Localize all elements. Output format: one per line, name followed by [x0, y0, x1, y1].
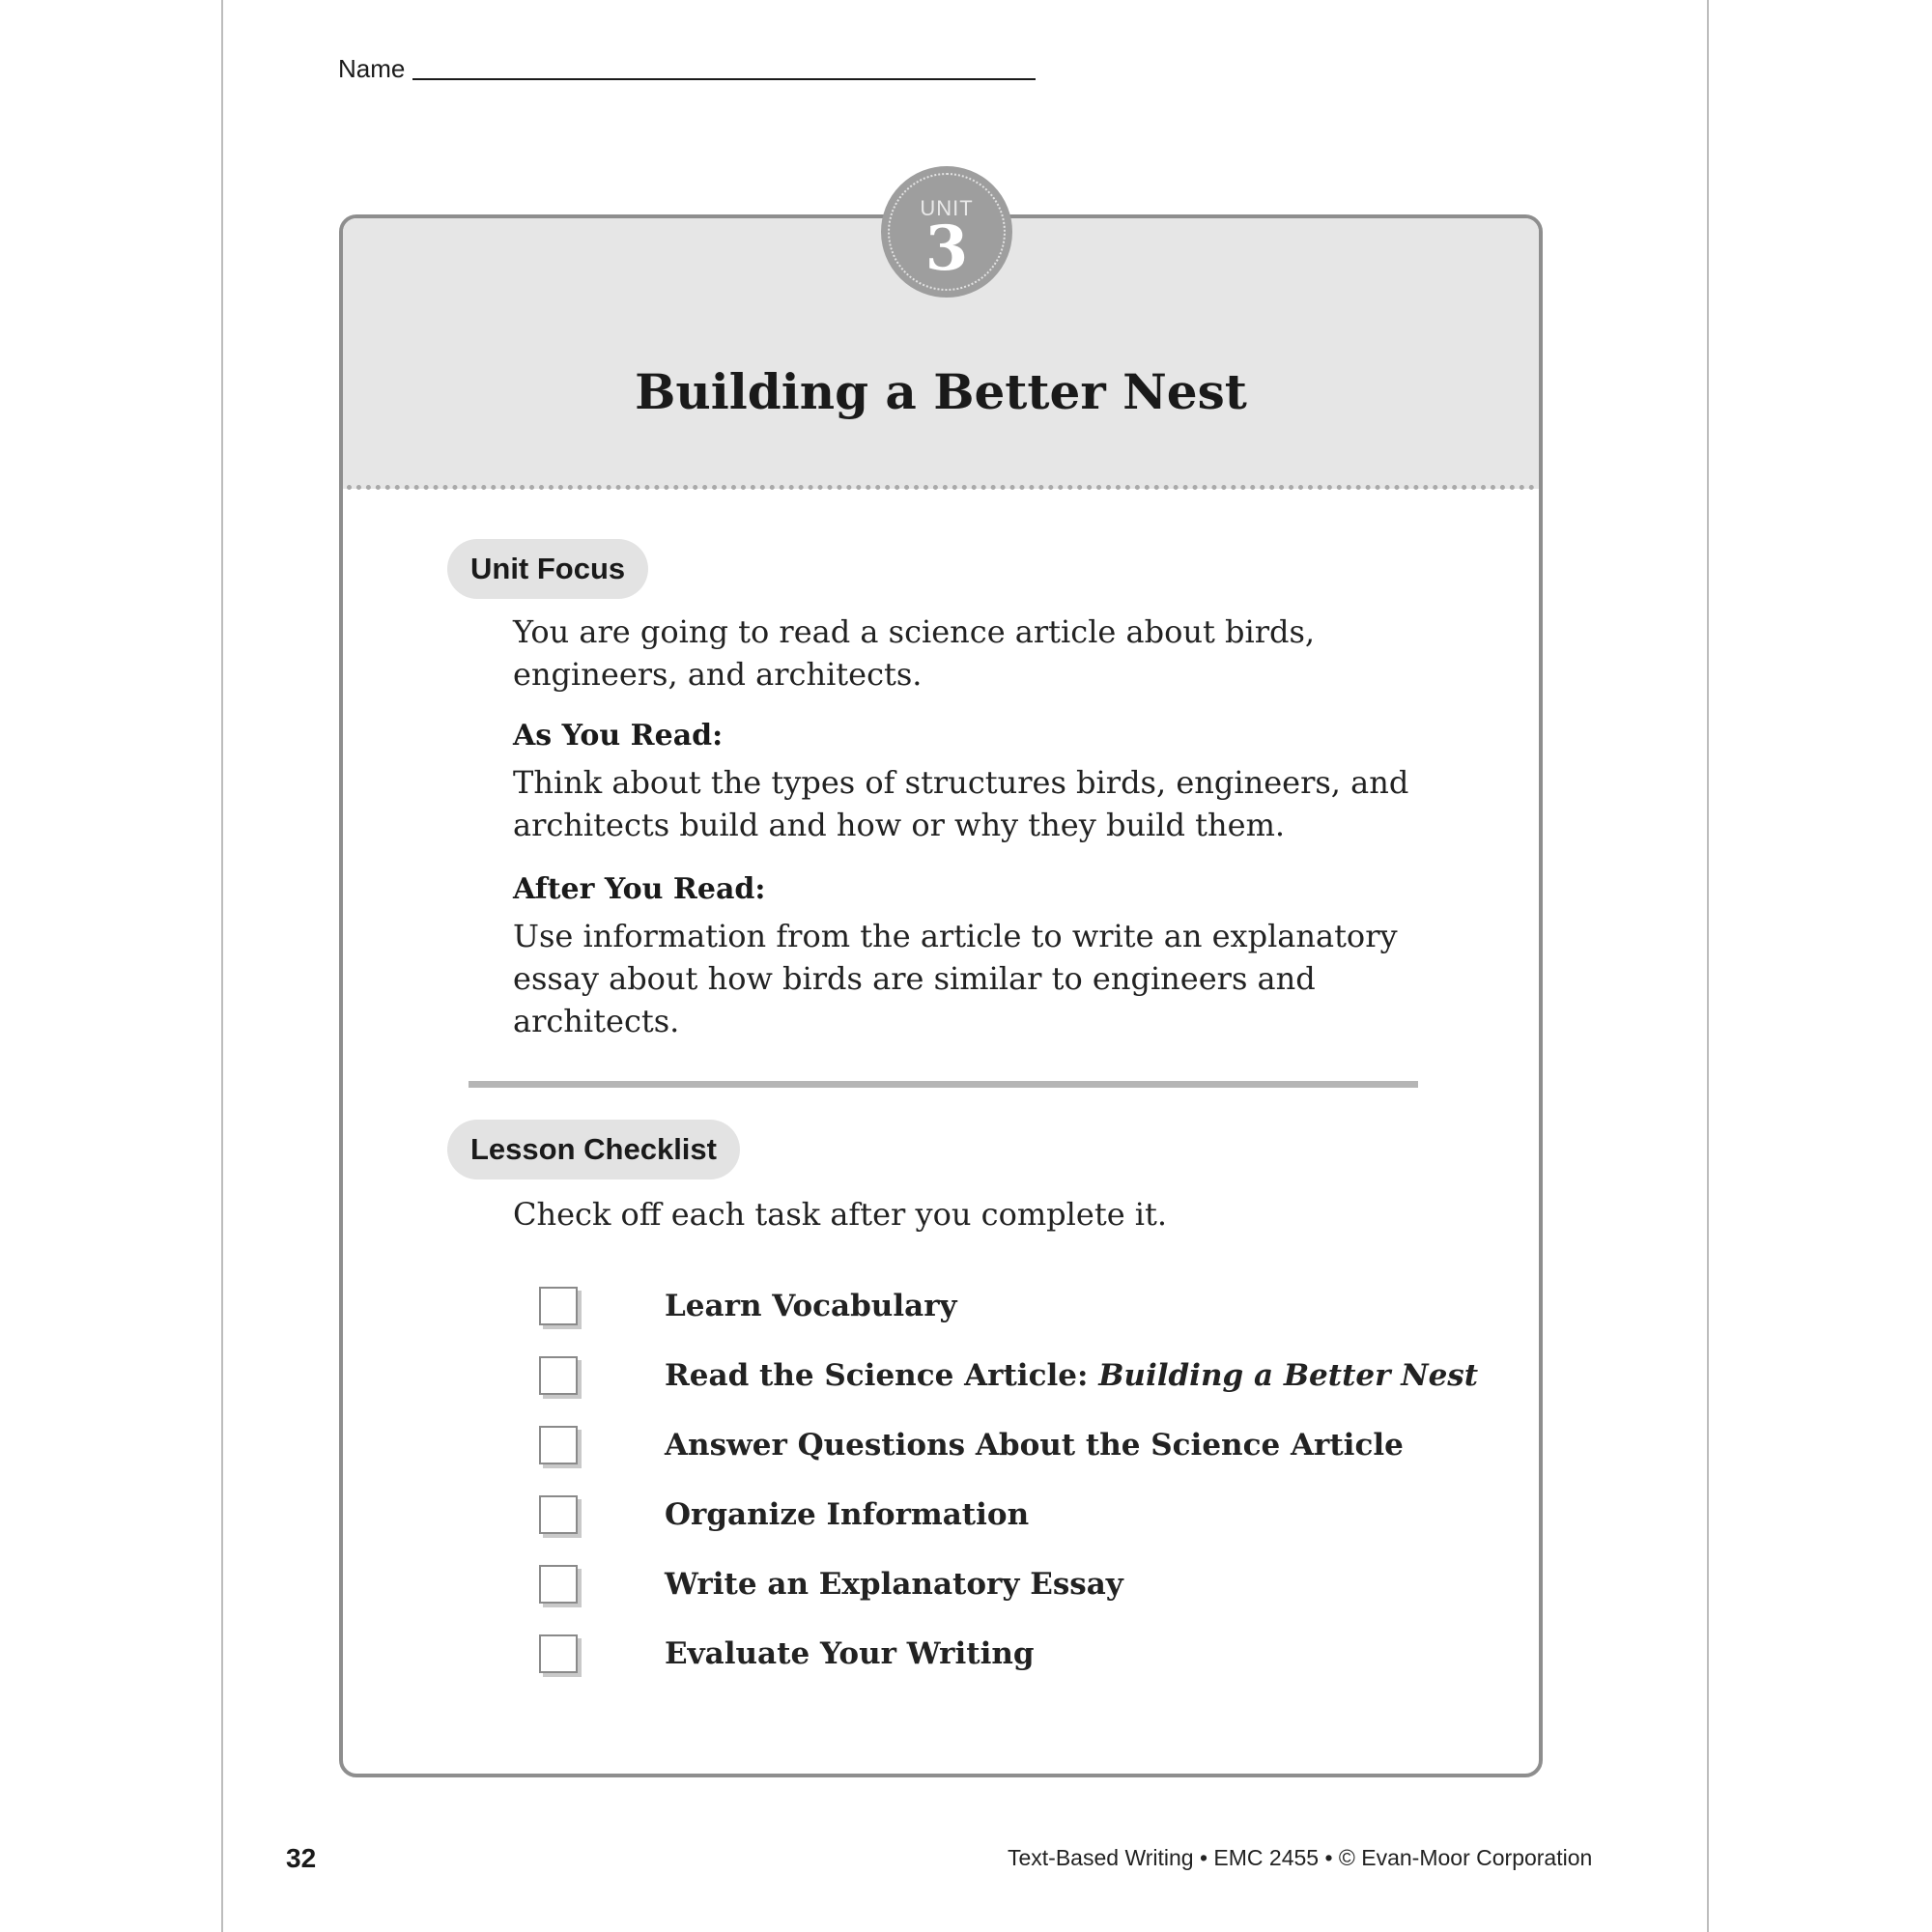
as-you-read-heading: As You Read: — [513, 719, 724, 753]
lesson-checklist-heading: Lesson Checklist — [447, 1120, 740, 1179]
unit-card — [339, 196, 1543, 1777]
name-field — [338, 54, 1036, 84]
checklist-item — [539, 1480, 1478, 1549]
checkbox[interactable] — [539, 1565, 578, 1604]
page-right-rule — [1707, 0, 1709, 1932]
checkbox[interactable] — [539, 1287, 578, 1325]
unit-focus-intro: You are going to read a science article about birds, engineers, and architects. — [513, 613, 1316, 693]
checklist-item — [539, 1271, 1478, 1341]
checklist-item — [539, 1410, 1478, 1480]
checklist-item-label: Answer Questions About the Science Article — [665, 1428, 1404, 1463]
checklist-item-label: Organize Information — [665, 1497, 1030, 1532]
article-title-italic: Building a Better Nest — [1098, 1358, 1479, 1393]
checkbox[interactable] — [539, 1426, 578, 1464]
name-label: Name — [338, 54, 406, 83]
checklist-item-text: Read the Science Article: — [665, 1358, 1099, 1393]
footer-credit: Text-Based Writing • EMC 2455 • © Evan-Moor Corporation — [1008, 1845, 1593, 1870]
checklist-item — [539, 1619, 1478, 1689]
checklist-item-label: Evaluate Your Writing — [665, 1636, 1035, 1671]
dotted-separator — [347, 485, 1535, 490]
checklist-item-label: Learn Vocabulary — [665, 1289, 957, 1323]
page-left-rule — [221, 0, 223, 1932]
unit-focus-heading: Unit Focus — [447, 539, 648, 599]
unit-label: UNIT — [920, 196, 974, 220]
checkbox[interactable] — [539, 1634, 578, 1673]
unit-number: 3 — [924, 213, 969, 285]
as-you-read-text: Think about the types of structures birds, engineers, and architects build and how or why they build them. — [513, 764, 1409, 843]
checklist-item-label: Write an Explanatory Essay — [665, 1567, 1123, 1602]
page-title: Building a Better Nest — [635, 363, 1247, 420]
checkbox[interactable] — [539, 1495, 578, 1534]
checklist-item — [539, 1341, 1478, 1410]
lesson-checklist-intro: Check off each task after you complete it. — [513, 1196, 1168, 1233]
section-divider — [469, 1081, 1418, 1088]
after-you-read-text: Use information from the article to write an explanatory essay about how birds are similar to engineers and architects. — [513, 918, 1398, 1039]
page-number: 32 — [286, 1843, 317, 1873]
after-you-read-heading: After You Read: — [513, 872, 766, 906]
checklist-item — [539, 1549, 1478, 1619]
name-line[interactable] — [412, 78, 1036, 80]
unit-badge — [881, 166, 1012, 298]
checklist-item-label — [665, 1358, 1478, 1393]
checkbox[interactable] — [539, 1356, 578, 1395]
checklist — [539, 1271, 1478, 1689]
